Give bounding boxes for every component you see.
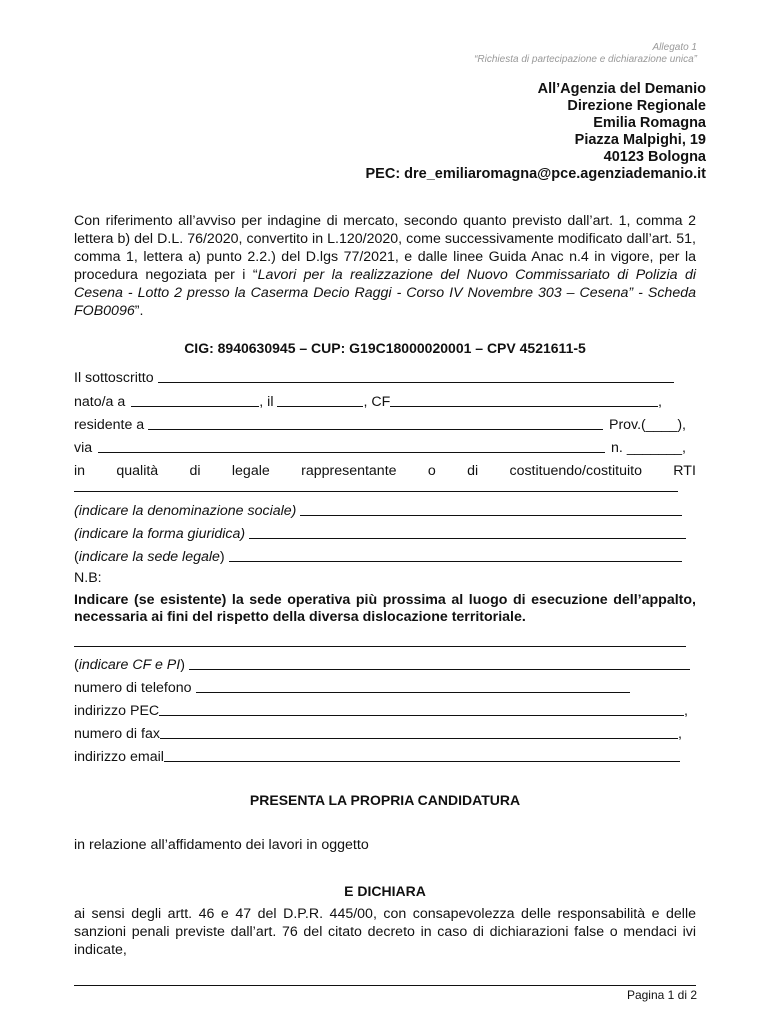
row-fax [74,722,682,742]
row-undersigned [74,366,674,386]
operative-office-line[interactable] [74,646,686,647]
quality-word: di [467,463,479,479]
pec-field[interactable] [159,701,684,716]
candidacy-heading: PRESENTA LA PROPRIA CANDIDATURA [249,792,521,808]
quality-blank-line[interactable] [74,491,678,492]
phone-field[interactable] [196,678,630,693]
recipient-line-4: Piazza Malpighi, 19 [574,132,706,148]
cf-pi-open: ( [74,657,79,673]
nb-label: N.B: [74,570,102,586]
fax-field[interactable] [160,724,678,739]
born-at-label: nato/a a [74,394,126,410]
row-email [74,745,680,765]
cf-label: , CF [363,394,391,410]
cf-pi-field[interactable] [189,655,690,670]
cf-pi-label: indicare CF e PI [78,657,181,673]
pec-label: indirizzo PEC [74,703,160,719]
registered-office-label: indicare la sede legale [78,549,220,565]
row-registered-office [74,545,682,565]
company-name-field[interactable] [300,501,682,516]
phone-label: numero di telefono [74,680,192,696]
street-number-label: n. _______, [611,440,686,456]
recipient-pec: PEC: dre_emiliaromagna@pce.agenziademanio.it [365,166,706,182]
quality-word: RTI [673,463,696,479]
quality-word: costituendo/costituito [509,463,642,479]
intro-paragraph [74,212,696,320]
birthplace-field[interactable] [131,392,259,407]
intro-text: Con riferimento all’avviso per indagine di mercato, secondo quanto previsto dall’art. 1, comma 2 lettera b) del D.L. 76/2020, convertito in L.120/2020, come successivamente modificato dall’art. 51, comma 1, lettera a) punto 2.2.) del D.lgs 77/2021, e dalle linee Guida Anac n.4 in vigore, per la procedura negoziata per i “ [74,213,696,283]
quality-word: legale [231,463,270,479]
birthdate-label: , il [259,394,274,410]
relation-text: in relazione all’affidamento dei lavori in oggetto [74,837,369,853]
registered-office-open: ( [74,549,79,565]
legal-form-label: (indicare la forma giuridica) [74,526,246,542]
declaration-paragraph: ai sensi degli artt. 46 e 47 del D.P.R. 445/00, con consapevolezza delle responsabilità e delle sanzioni penali previste dall’art. 76 del citato decreto in caso di dichiarazioni false o mendaci ivi indicate, [74,906,696,958]
row-residence [74,413,686,433]
fax-comma: , [678,726,682,742]
quality-word: o [427,463,436,479]
residence-field[interactable] [148,415,603,430]
street-field[interactable] [98,438,605,453]
cf-field[interactable] [390,392,658,407]
company-name-label: (indicare la denominazione sociale) [74,503,297,519]
undersigned-field[interactable] [158,368,674,383]
email-field[interactable] [164,747,680,762]
cf-comma: , [658,394,662,410]
registered-office-close: ) [219,549,225,565]
intro-end: ”. [134,303,144,319]
email-label: indirizzo email [74,749,164,765]
nb-text: Indicare (se esistente) la sede operativa più prossima al luogo di esecuzione dell’appalto, necessaria ai fini del rispetto della diversa dislocazione territoriale. [74,592,696,625]
quality-word: qualità [116,463,159,479]
row-company-name [74,499,682,519]
intro-object-title: Lavori per la realizzazione del Nuovo Commissariato di Polizia di Cesena - Lotto 2 presso la Caserma Decio Raggi - Corso IV Novembre 303 – Cesena” - Scheda FOB0096 [74,267,696,319]
annex-title: Allegato 1 [652,42,697,53]
province-label: Prov.(____), [608,417,686,433]
row-phone [74,676,630,696]
resident-label: residente a [74,417,145,433]
legal-form-field[interactable] [249,524,686,539]
procurement-codes: CIG: 8940630945 – CUP: G19C18000020001 – CPV 4521611-5 [184,340,586,356]
quality-word: in [74,463,86,479]
pec-comma: , [684,703,688,719]
declares-heading: E DICHIARA [344,883,426,899]
row-street [74,436,686,456]
row-quality [74,459,696,479]
row-birth [74,390,662,410]
recipient-line-1: All’Agenzia del Demanio [537,81,706,97]
undersigned-label: Il sottoscritto [74,370,154,386]
registered-office-field[interactable] [229,547,682,562]
quality-word: rappresentante [301,463,397,479]
recipient-line-2: Direzione Regionale [567,98,706,114]
cf-pi-close: ) [180,657,185,673]
page-number: Pagina 1 di 2 [626,988,697,1002]
row-cf-pi [74,653,690,673]
fax-label: numero di fax [74,726,160,742]
row-pec [74,699,688,719]
footer-divider [74,985,696,986]
annex-subtitle: “Richiesta di partecipazione e dichiarazione unica” [474,54,697,65]
row-legal-form [74,522,686,542]
recipient-line-3: Emilia Romagna [593,115,706,131]
recipient-line-5: 40123 Bologna [603,149,706,165]
street-label: via [74,440,93,456]
quality-word: di [189,463,201,479]
birthdate-field[interactable] [277,392,363,407]
